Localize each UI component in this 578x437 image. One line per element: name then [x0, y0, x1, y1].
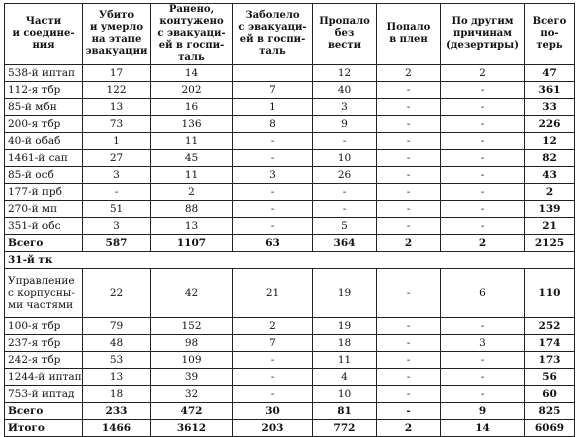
value-cell: 7	[233, 335, 313, 352]
value-cell: 2	[233, 318, 313, 335]
unit-cell: 177-й прб	[5, 184, 83, 201]
value-cell: -	[377, 269, 441, 318]
value-cell: 27	[83, 150, 151, 167]
value-cell: 11	[313, 352, 377, 369]
value-cell: 9	[441, 403, 525, 420]
table-row	[5, 167, 575, 184]
value-cell: 51	[83, 201, 151, 218]
value-cell: -	[377, 201, 441, 218]
value-cell: 1	[83, 133, 151, 150]
value-cell: 3	[83, 218, 151, 235]
value-cell: 8	[233, 116, 313, 133]
value-cell: -	[233, 218, 313, 235]
table-row	[5, 82, 575, 99]
unit-cell: 1461-й сап	[5, 150, 83, 167]
value-cell: 40	[313, 82, 377, 99]
value-cell: 361	[525, 82, 575, 99]
value-cell: -	[233, 150, 313, 167]
value-cell: -	[377, 133, 441, 150]
value-cell: 18	[83, 386, 151, 403]
value-cell: -	[441, 184, 525, 201]
value-cell: -	[377, 403, 441, 420]
value-cell: -	[441, 318, 525, 335]
column-header: Убито и умерло на этапе эвакуации	[83, 4, 151, 65]
value-cell: 14	[441, 420, 525, 437]
value-cell: 9	[313, 116, 377, 133]
unit-cell: 112-я тбр	[5, 82, 83, 99]
table-row	[5, 99, 575, 116]
value-cell: -	[441, 150, 525, 167]
value-cell: 2	[377, 420, 441, 437]
value-cell: 226	[525, 116, 575, 133]
table-row	[5, 369, 575, 386]
value-cell: -	[377, 150, 441, 167]
value-cell: 53	[83, 352, 151, 369]
value-cell: 4	[313, 369, 377, 386]
unit-cell: Всего	[5, 403, 83, 420]
value-cell: 3	[313, 99, 377, 116]
value-cell: 2	[377, 65, 441, 82]
value-cell: 139	[525, 201, 575, 218]
value-cell: 6069	[525, 420, 575, 437]
value-cell: 60	[525, 386, 575, 403]
value-cell: 19	[313, 318, 377, 335]
value-cell: -	[441, 218, 525, 235]
table-row	[5, 184, 575, 201]
value-cell: 98	[151, 335, 233, 352]
value-cell: -	[441, 386, 525, 403]
column-header: Пропало без вести	[313, 4, 377, 65]
section-title: 31-й тк	[5, 252, 575, 269]
value-cell: 30	[233, 403, 313, 420]
value-cell: -	[233, 201, 313, 218]
value-cell: -	[377, 99, 441, 116]
unit-cell: 100-я тбр	[5, 318, 83, 335]
value-cell: 13	[151, 218, 233, 235]
value-cell: 3	[233, 167, 313, 184]
value-cell: 173	[525, 352, 575, 369]
grand-total-row	[5, 420, 575, 437]
value-cell: 56	[525, 369, 575, 386]
column-header: По другим причинам (дезертиры)	[441, 4, 525, 65]
value-cell: 42	[151, 269, 233, 318]
total-row	[5, 403, 575, 420]
value-cell: 45	[151, 150, 233, 167]
value-cell: 16	[151, 99, 233, 116]
value-cell: 2	[151, 184, 233, 201]
value-cell: 10	[313, 386, 377, 403]
value-cell: 63	[233, 235, 313, 252]
column-header: Заболело с эвакуаци- ей в госпи- таль	[233, 4, 313, 65]
value-cell: -	[377, 335, 441, 352]
value-cell: 39	[151, 369, 233, 386]
unit-cell: 270-й мп	[5, 201, 83, 218]
column-header: Части и соедине- ния	[5, 4, 83, 65]
column-header: Попало в плен	[377, 4, 441, 65]
section-row	[5, 252, 575, 269]
value-cell: -	[377, 386, 441, 403]
unit-cell: 200-я тбр	[5, 116, 83, 133]
value-cell: 152	[151, 318, 233, 335]
value-cell: -	[441, 99, 525, 116]
value-cell: 136	[151, 116, 233, 133]
value-cell: 772	[313, 420, 377, 437]
value-cell: -	[377, 352, 441, 369]
value-cell: -	[441, 167, 525, 184]
value-cell: -	[441, 352, 525, 369]
unit-cell: 242-я тбр	[5, 352, 83, 369]
value-cell: 2	[377, 235, 441, 252]
value-cell: 47	[525, 65, 575, 82]
unit-cell: 351-й обс	[5, 218, 83, 235]
value-cell: 21	[525, 218, 575, 235]
value-cell: -	[441, 82, 525, 99]
value-cell: 10	[313, 150, 377, 167]
unit-cell: Итого	[5, 420, 83, 437]
value-cell: 12	[525, 133, 575, 150]
value-cell: -	[313, 133, 377, 150]
unit-cell: 40-й обаб	[5, 133, 83, 150]
value-cell: 587	[83, 235, 151, 252]
value-cell: 3	[83, 167, 151, 184]
value-cell: 2125	[525, 235, 575, 252]
value-cell: 825	[525, 403, 575, 420]
value-cell: 2	[441, 65, 525, 82]
table-row	[5, 352, 575, 369]
value-cell: -	[377, 369, 441, 386]
value-cell: -	[377, 318, 441, 335]
value-cell: 11	[151, 167, 233, 184]
value-cell: 13	[83, 369, 151, 386]
value-cell: 1	[233, 99, 313, 116]
unit-cell: 85-й мбн	[5, 99, 83, 116]
value-cell: -	[377, 218, 441, 235]
header-row	[5, 4, 575, 65]
value-cell: 26	[313, 167, 377, 184]
value-cell: 364	[313, 235, 377, 252]
value-cell: 174	[525, 335, 575, 352]
value-cell: 110	[525, 269, 575, 318]
unit-cell: Управление с корпусны- ми частями	[5, 269, 83, 318]
column-header: Ранено, контужено с эвакуаци- ей в госпи- таль	[151, 4, 233, 65]
value-cell: -	[233, 133, 313, 150]
value-cell: 122	[83, 82, 151, 99]
value-cell: 6	[441, 269, 525, 318]
value-cell: 233	[83, 403, 151, 420]
value-cell: 43	[525, 167, 575, 184]
unit-cell: 85-й осб	[5, 167, 83, 184]
value-cell: 48	[83, 335, 151, 352]
column-header: Всего по- терь	[525, 4, 575, 65]
value-cell: 2	[525, 184, 575, 201]
table-row	[5, 218, 575, 235]
table-row	[5, 116, 575, 133]
value-cell: -	[377, 82, 441, 99]
value-cell: -	[441, 116, 525, 133]
value-cell: 12	[313, 65, 377, 82]
value-cell: 2	[441, 235, 525, 252]
value-cell: 7	[233, 82, 313, 99]
value-cell: 1107	[151, 235, 233, 252]
value-cell	[233, 65, 313, 82]
table-row	[5, 65, 575, 82]
value-cell: 109	[151, 352, 233, 369]
value-cell: -	[83, 184, 151, 201]
value-cell: 82	[525, 150, 575, 167]
table-row	[5, 318, 575, 335]
value-cell: 18	[313, 335, 377, 352]
unit-cell: 1244-й иптап	[5, 369, 83, 386]
value-cell: 202	[151, 82, 233, 99]
total-row	[5, 235, 575, 252]
value-cell: 14	[151, 65, 233, 82]
unit-cell: Всего	[5, 235, 83, 252]
value-cell: 3612	[151, 420, 233, 437]
table-row	[5, 269, 575, 318]
value-cell: 13	[83, 99, 151, 116]
value-cell: -	[233, 369, 313, 386]
unit-cell: 753-й иптад	[5, 386, 83, 403]
value-cell: 81	[313, 403, 377, 420]
value-cell: 21	[233, 269, 313, 318]
value-cell: 1466	[83, 420, 151, 437]
losses-table	[4, 3, 575, 437]
value-cell: 17	[83, 65, 151, 82]
value-cell: 203	[233, 420, 313, 437]
table-row	[5, 335, 575, 352]
value-cell: -	[441, 369, 525, 386]
value-cell: -	[233, 386, 313, 403]
value-cell: -	[377, 116, 441, 133]
value-cell: -	[441, 133, 525, 150]
value-cell: 79	[83, 318, 151, 335]
table-row	[5, 201, 575, 218]
value-cell: 32	[151, 386, 233, 403]
value-cell: 11	[151, 133, 233, 150]
value-cell: 3	[441, 335, 525, 352]
value-cell: 22	[83, 269, 151, 318]
value-cell: -	[313, 184, 377, 201]
value-cell: 472	[151, 403, 233, 420]
unit-cell: 237-я тбр	[5, 335, 83, 352]
value-cell: 33	[525, 99, 575, 116]
value-cell: 19	[313, 269, 377, 318]
value-cell: 252	[525, 318, 575, 335]
value-cell: 73	[83, 116, 151, 133]
table-row	[5, 133, 575, 150]
table-row	[5, 386, 575, 403]
value-cell: 5	[313, 218, 377, 235]
value-cell: -	[377, 167, 441, 184]
value-cell: -	[313, 201, 377, 218]
value-cell: -	[441, 201, 525, 218]
value-cell: 88	[151, 201, 233, 218]
unit-cell: 538-й иптап	[5, 65, 83, 82]
value-cell: -	[377, 184, 441, 201]
value-cell: -	[233, 184, 313, 201]
value-cell: -	[233, 352, 313, 369]
table-row	[5, 150, 575, 167]
